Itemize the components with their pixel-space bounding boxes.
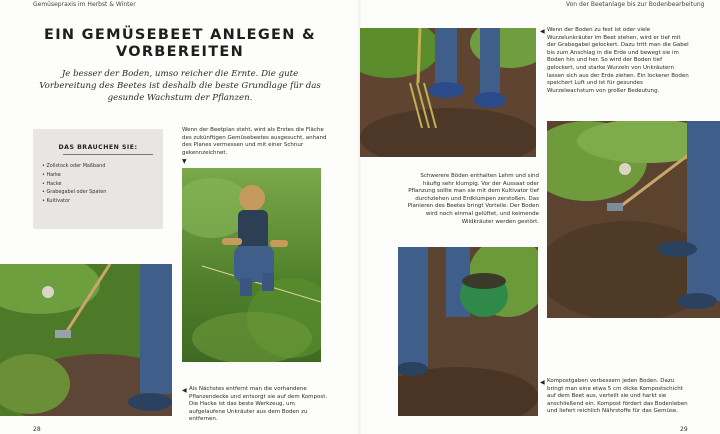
photo-cultivator <box>547 121 720 318</box>
caption-compost: Kompostgaben verbessern jeden Boden. Dazu bringt man eine etwa 5 cm dicke Kompostschicht auf dem Beet aus, verteilt sie und harkt sie anschließend ein. Kompost fördert das Bodenleben und liefert reichlich Nährstoffe für das Gemüse. <box>547 378 688 415</box>
needs-item: • Harke <box>42 171 106 180</box>
photo-marking-string <box>182 168 321 362</box>
caption-hoe: Als Nächstes entfernt man die vorhandene Pflanzendecke und entsorgt sie auf dem Kompost. Die Hacke ist das beste Werkzeug, um aufgelaufene Unkräuter aus dem Boden zu entfernen. <box>189 386 328 423</box>
running-header-right: Von der Beetanlage bis zur Bodenbearbeitung <box>566 1 705 8</box>
page-number-left: 28 <box>33 426 41 433</box>
caption-plan: Wenn der Beetplan steht, wird als Erstes die Fläche des zukünftigen Gemüsebeetes ausgesucht, anhand des Planes vermessen und mit einer Schnur gekennzeichnet. <box>182 127 327 156</box>
photo-digging-fork <box>360 28 536 157</box>
needs-list <box>42 162 106 206</box>
title-line-1: EIN GEMÜSEBEET ANLEGEN & <box>44 27 316 43</box>
needs-item: • Hacke <box>42 180 106 189</box>
photo-hoeing <box>0 264 172 416</box>
running-header-left: Gemüsepraxis im Herbst & Winter <box>33 1 136 8</box>
arrow-down-icon: ▼ <box>182 158 187 165</box>
intro-text: Je besser der Boden, umso reicher die Ernte. Die gute Vorbereitung des Beetes ist deshalb die beste Grundlage für das gesunde Wachstum der Pflanzen. <box>39 69 321 103</box>
title-line-2: VORBEREITEN <box>115 44 245 60</box>
needs-item: • Grabegabel oder Spaten <box>42 188 106 197</box>
page-title <box>40 27 320 61</box>
arrow-right-icon: ◀ <box>182 387 187 394</box>
needs-box <box>33 129 163 229</box>
page-number-right: 29 <box>680 426 688 433</box>
arrow-right-icon: ◀ <box>540 379 545 386</box>
caption-fork: Wenn der Boden zu fest ist oder viele Wurzelunkräuter im Beet stehen, wird er tief mit der Grabegabel gelockert. Dazu tritt man die Gabel bis zum Anschlag in die Erde und bewegt sie im Boden hin und her. So wird der Boden tief gelockert, und starke Wurzeln von Unkräutern lassen sich aus der Erde ziehen. Ein lockerer Boden speichert Luft und ist für gesundes Wurzelwachstum von großer Bedeutung. <box>547 27 689 94</box>
needs-item: • Zollstock oder Maßband <box>42 162 106 171</box>
caption-heavy-soil: Schwerere Böden enthalten Lehm und sind häufig sehr klumpig. Vor der Aussaat oder Pflanzung sollte man sie mit dem Kultivator tief durchziehen und Erdklumpen zerstoßen. Das Planieren des Beetes bringt Vorteile: Der Boden wird noch einmal gelüftet, und keimende Wildkräuter werden gestört. <box>407 173 539 225</box>
needs-divider <box>63 154 153 155</box>
needs-item: • Kultivator <box>42 197 106 206</box>
needs-heading: DAS BRAUCHEN SIE: <box>58 144 138 151</box>
arrow-right-icon: ◀ <box>540 28 545 35</box>
photo-compost <box>398 247 538 416</box>
